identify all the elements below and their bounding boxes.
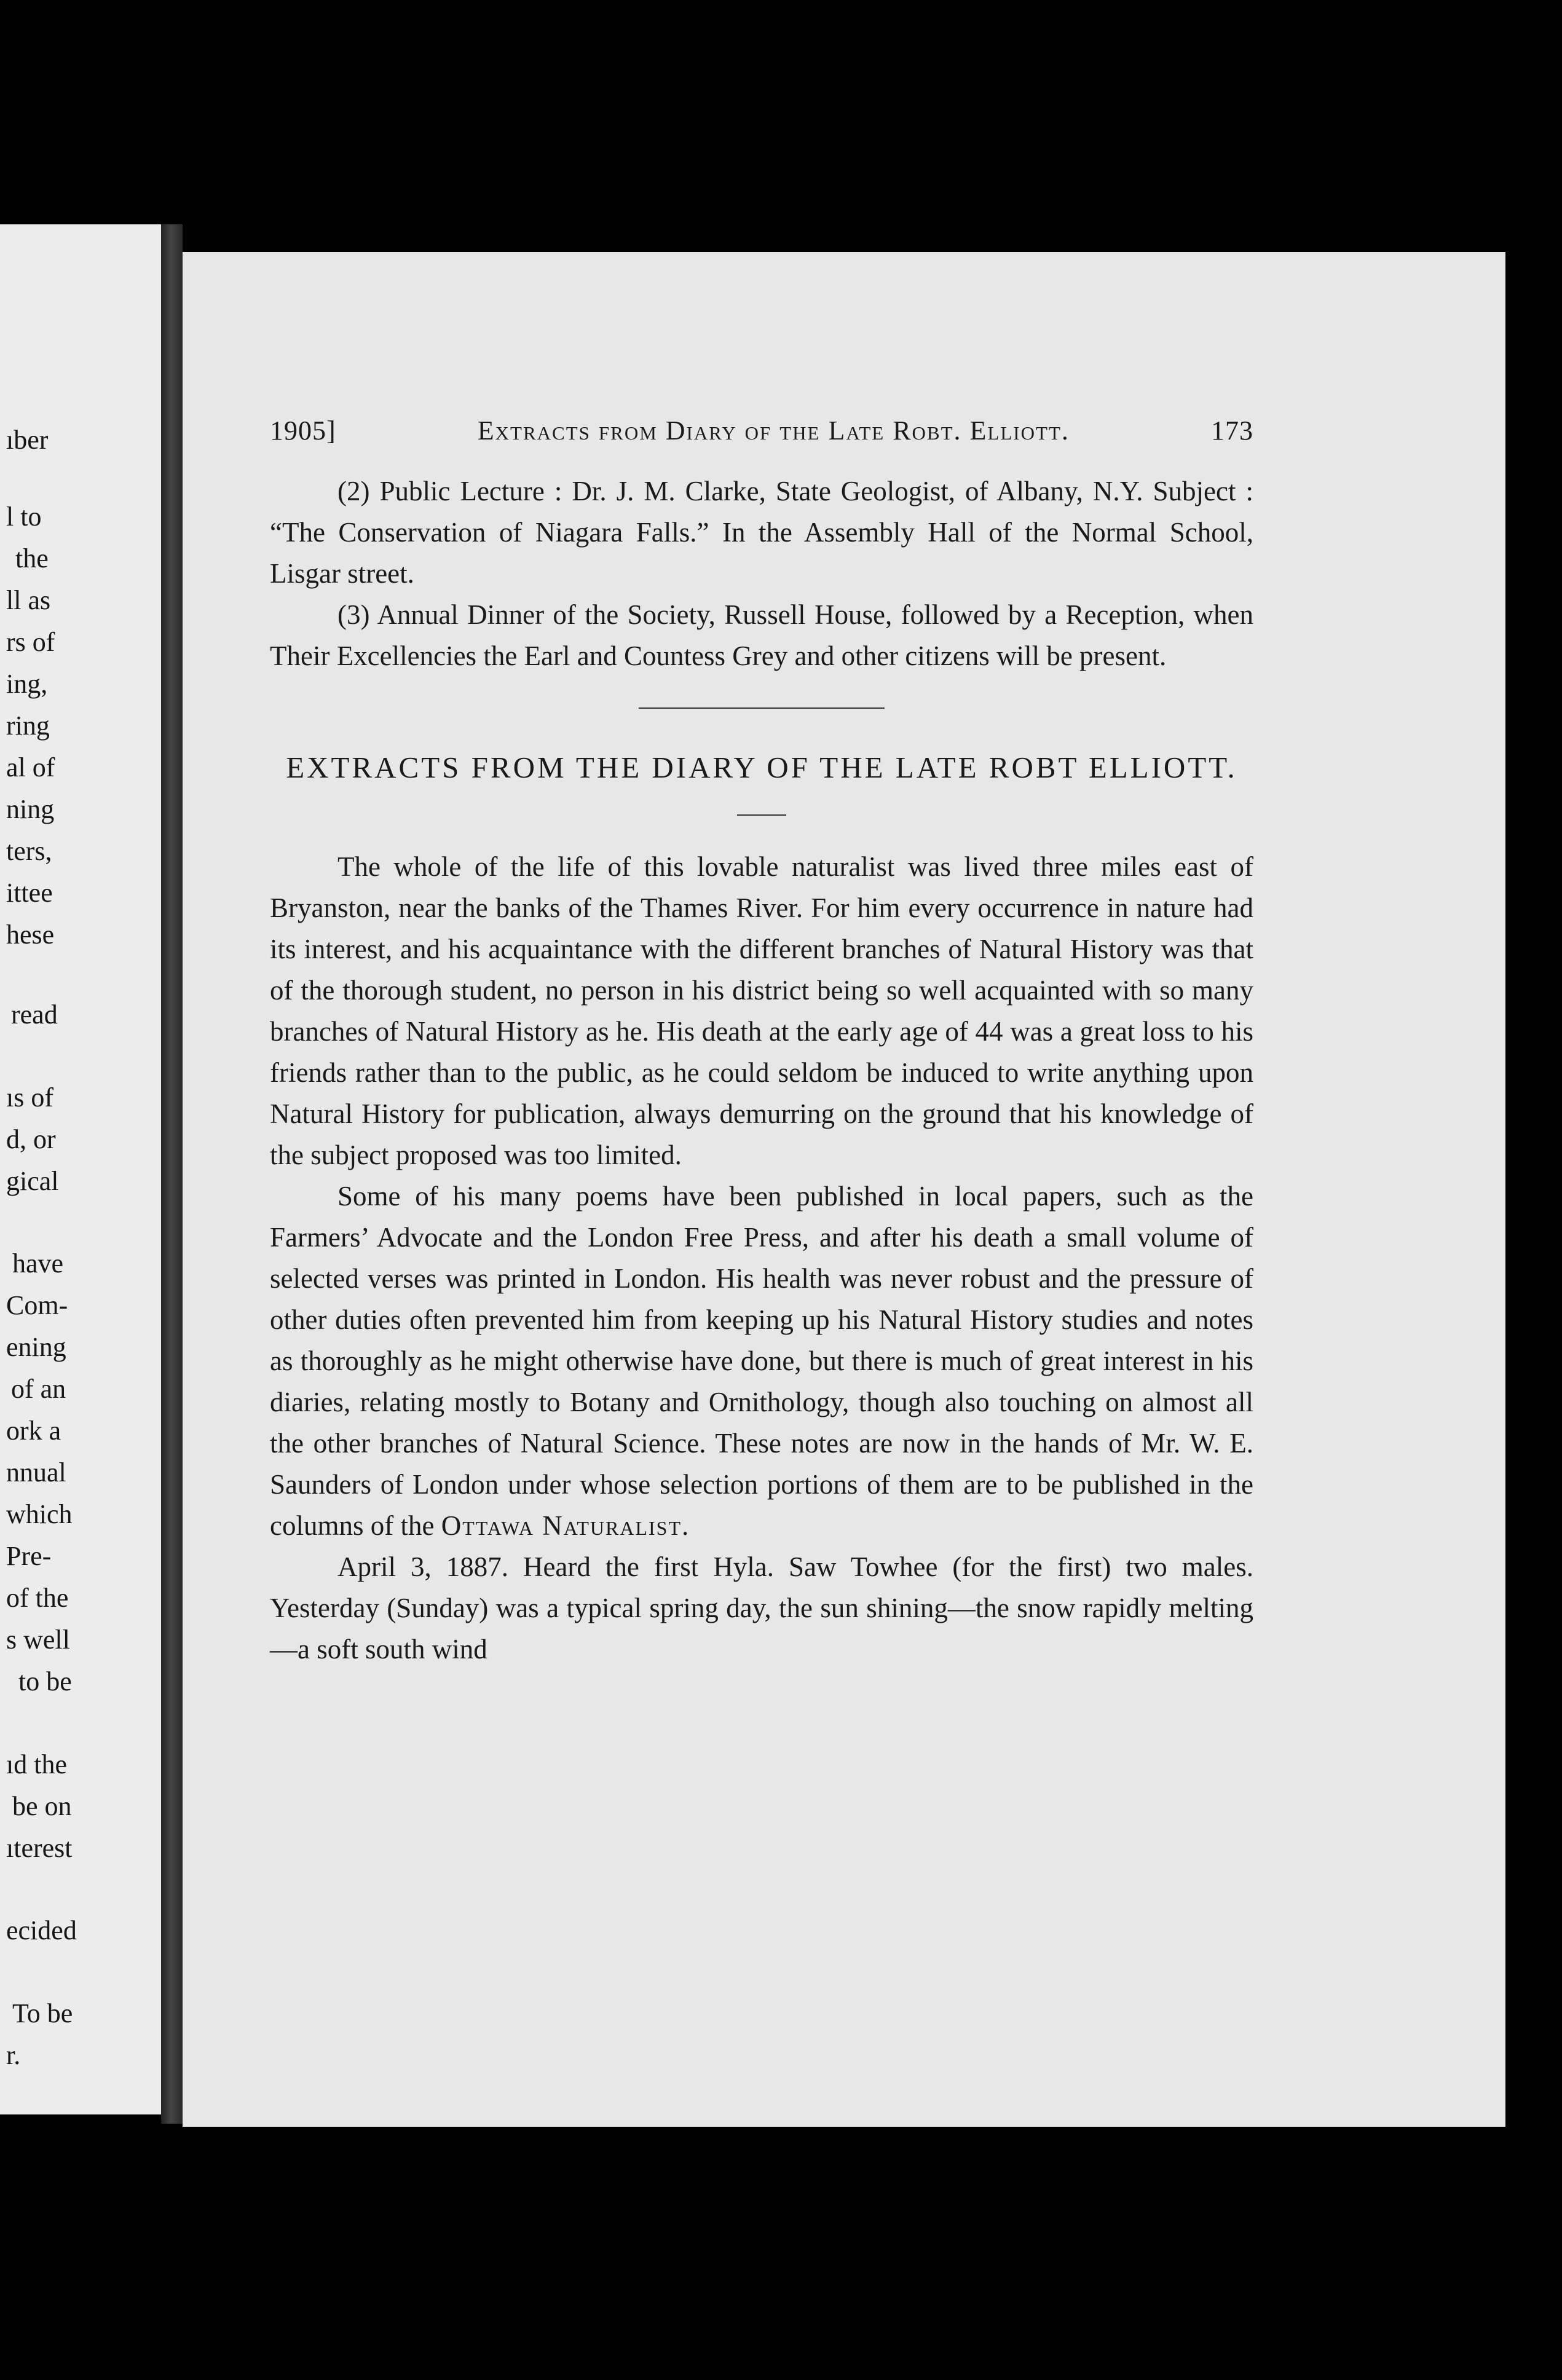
article-paragraph-2 — [270, 1176, 1253, 1547]
left-fragment: ork a — [6, 1416, 61, 1446]
left-fragment: hese — [6, 920, 55, 950]
header-title: Extracts from Diary of the Late Robt. Elliott. — [477, 416, 1070, 446]
left-fragment: gical — [6, 1166, 59, 1196]
article-title: EXTRACTS FROM THE DIARY OF THE LATE ROBT ELLIOTT. — [286, 751, 1237, 784]
running-header — [270, 415, 1253, 446]
left-fragment: ing, — [6, 669, 48, 699]
left-fragment: nnual — [6, 1457, 66, 1488]
article-paragraph-1: The whole of the life of this lovable naturalist was lived three miles east of Bryanston, near the banks of the Thames River. For him every occurrence in nature had its interest, and his acquaintance with the different branches of Natural History was that of the thorough student, no person in his district being so well acquainted with so many branches of Natural History as he. His death at the early age of 44 was a great loss to his friends rather than to the public, as he could seldom be induced to write anything upon Natural History for publication, always demurring on the ground that his knowledge of the subject proposed was too limited. — [270, 851, 1253, 1170]
left-fragment: read — [11, 999, 58, 1030]
left-fragment: be on — [12, 1791, 72, 1821]
section-divider — [639, 707, 885, 709]
left-fragment: ring — [6, 711, 50, 741]
left-fragment: ıterest — [6, 1833, 73, 1863]
left-page — [0, 224, 161, 2114]
left-fragment: r. — [6, 2040, 21, 2070]
page-number: 173 — [1211, 416, 1253, 446]
left-fragment: Com- — [6, 1290, 68, 1320]
left-fragment: ecided — [6, 1915, 77, 1945]
left-fragment: the — [15, 543, 49, 573]
left-fragment: ll as — [6, 585, 51, 615]
article-paragraph-2-text: Some of his many poems have been published in local papers, such as the Farmers’ Advocate and the London Free Press, and after his death a small volume of selected verses was printed in London. His health was never robust and the pressure of other duties often prevented him from keeping up his Natural History studies and notes as thoroughly as he might otherwise have done, but there is much of great interest in his diaries, relating mostly to Botany and Ornithology, though also touching on almost all the other branches of Natural Science. These notes are now in the hands of Mr. W. E. Saunders of London under whose selection portions of them are to be published in the columns of the — [270, 1181, 1253, 1541]
left-fragment: al of — [6, 752, 55, 782]
left-fragment: d, or — [6, 1124, 56, 1154]
header-year: 1905] — [270, 416, 336, 446]
left-fragment: ıber — [6, 425, 49, 455]
left-fragment: to be — [18, 1666, 72, 1696]
left-fragment: ıd the — [6, 1749, 67, 1779]
left-fragment: have — [12, 1248, 64, 1279]
left-fragment: which — [6, 1499, 73, 1529]
page-content — [270, 415, 1253, 1670]
item-annual-dinner: (3) Annual Dinner of the Society, Russell House, followed by a Reception, when Their Excellencies the Earl and Countess Grey and other citizens will be present. — [270, 599, 1253, 671]
left-fragment: l to — [6, 502, 42, 532]
title-rule — [737, 814, 786, 816]
left-fragment: ıs of — [6, 1082, 53, 1113]
left-fragment: ning — [6, 794, 55, 824]
book-gutter — [161, 224, 183, 2124]
right-page — [183, 252, 1505, 2127]
left-fragment: ening — [6, 1332, 66, 1362]
diary-entry: April 3, 1887. Heard the first Hyla. Saw Towhee (for the first) two males. Yesterday (Sunday) was a typical spring day, the sun shining—the snow rapidly melting—a soft south wind — [270, 1551, 1253, 1665]
left-fragment: rs of — [6, 627, 55, 657]
left-fragment: ittee — [6, 878, 53, 908]
left-fragment: To be — [12, 1998, 73, 2028]
left-fragment: Pre- — [6, 1541, 52, 1571]
item-public-lecture: (2) Public Lecture : Dr. J. M. Clarke, State Geologist, of Albany, N.Y. Subject : “The Conservation of Niagara Falls.” In the Assembly Hall of the Normal School, Lisgar street. — [270, 476, 1253, 589]
left-fragment: ters, — [6, 836, 52, 866]
left-fragment: of an — [11, 1374, 66, 1404]
left-fragment: s well — [6, 1625, 70, 1655]
left-fragment: of the — [6, 1583, 69, 1613]
journal-name: Ottawa Naturalist. — [441, 1510, 690, 1541]
